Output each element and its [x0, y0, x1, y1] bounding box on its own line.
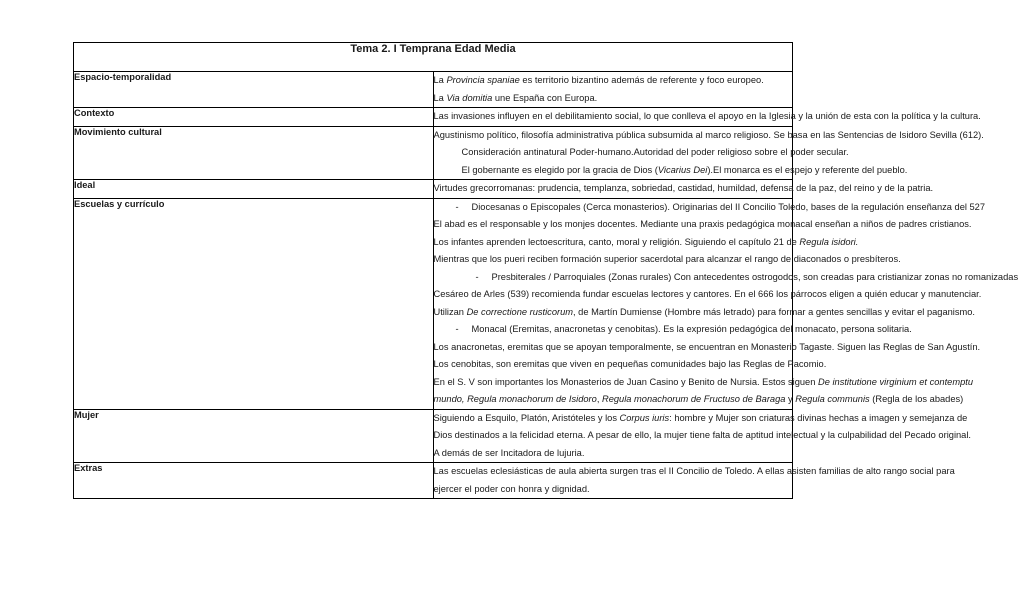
italic-term: Regula communis: [795, 394, 870, 404]
table-row: [74, 409, 793, 463]
italic-term: Regula monachorum de Fructuso de Baraga: [601, 394, 786, 404]
column-left: [434, 162, 714, 180]
text: ,: [596, 394, 602, 404]
column-left: Consideración antinatural Poder-humano.: [461, 147, 634, 157]
italic-term: De correctione rusticorum: [466, 306, 574, 317]
table-row: [74, 463, 793, 499]
text: Los infantes aprenden lectoescritura, canto, moral y religión. Siguiendo el capítulo 21 de: [433, 236, 800, 247]
text: es territorio bizantino además de referente y foco europeo.: [519, 75, 764, 85]
two-column-line: [434, 162, 908, 180]
text: , de Martín Dumiense (Hombre más letrado) para formar a gentes sencillas y evitar el paganismo.: [573, 306, 976, 317]
italic-term: Provincia spaniae: [446, 75, 520, 85]
content-line: Virtudes grecorromanas: prudencia, templanza, sobriedad, castidad, humildad, defensa de la paz, del reino y de la patria.: [433, 183, 934, 193]
text: ).: [707, 164, 714, 175]
content-line: ejercer el poder con honra y dignidad.: [433, 483, 590, 494]
text: Utilizan: [433, 306, 467, 317]
content-line: [433, 391, 964, 409]
content-line: [433, 304, 976, 322]
content-line: [433, 234, 859, 252]
row-content-escuelas: [433, 198, 1018, 409]
italic-term: Regula isidori.: [799, 236, 859, 247]
text: y: [785, 394, 796, 404]
document-table: [73, 42, 1018, 499]
content-line: Las invasiones influyen en el debilitamiento social, lo que conlleva el apoyo en la Iglesia y la unión de esta con la política y la cultura.: [433, 111, 981, 121]
content-line: Dios destinados a la felicidad eterna. A pesar de ello, la mujer tiene falta de aptitud intelectual y la culpabilidad del Pecado original.: [433, 430, 971, 440]
row-label-mujer: Mujer: [74, 409, 434, 463]
bullet-line: - Diocesanas o Episcopales (Cerca monasterios). Originarias del II Concilio Toledo, bases de la regulación enseñanza del 527: [455, 201, 986, 212]
text: La: [433, 92, 447, 103]
italic-term: Corpus iuris: [619, 412, 670, 423]
content-line: El abad es el responsable y los monjes docentes. Mediante una praxis pedagógica monacal enseñan a niños de padres cristianos.: [433, 219, 972, 229]
table-row: [74, 126, 793, 180]
content-line: Cesáreo de Arles (539) recomienda fundar escuelas lectores y cantores. En el 666 los párrocos eligen a quién educar y manutenciar.: [433, 289, 982, 299]
text: (Regla de los abades): [869, 394, 964, 404]
row-label-contexto: Contexto: [74, 108, 434, 127]
content-line: Las escuelas eclesiásticas de aula abierta surgen tras el II Concilio de Toledo. A ellas asisten familias de alto rango social para: [433, 466, 955, 476]
row-label-espacio: Espacio-temporalidad: [74, 72, 434, 108]
text: Siguiendo a Esquilo, Platón, Aristóteles y los: [433, 412, 620, 423]
table-row: [74, 180, 793, 199]
row-content-ideal: [433, 180, 934, 199]
content-line: Los cenobitas, son eremitas que viven en pequeñas comunidades bajo las Reglas de Pacomio.: [433, 359, 827, 369]
row-label-extras: Extras: [74, 463, 434, 499]
row-label-escuelas: Escuelas y currículo: [74, 198, 434, 409]
content-line: [433, 374, 974, 392]
italic-term: Via domitia: [446, 92, 493, 103]
bullet-line: - Monacal (Eremitas, anacronetas y cenobitas). Es la expresión pedagógica del monacato, persona solitaria.: [455, 324, 912, 334]
table-row: [74, 72, 793, 108]
column-right: El monarca es el espejo y referente del pueblo.: [713, 164, 908, 175]
row-content-movimiento: [433, 126, 984, 180]
row-label-ideal: Ideal: [74, 180, 434, 199]
content-line: [433, 410, 968, 428]
content-line: Agustinismo político, filosofía administrativa pública subsumida al marco religioso. Se basa en las Sentencias de Isidoro Sevilla (612).: [433, 129, 984, 140]
content-line: Mientras que los pueri reciben formación superior sacerdotal para alcanzar el rango de diaconados o presbíteros.: [433, 254, 901, 264]
row-content-mujer: [433, 409, 971, 463]
bullet-line: - Presbiterales / Parroquiales (Zonas rurales) Con antecedentes ostrogodos, son creadas para cristianizar zonas no romanizadas: [475, 271, 1018, 282]
content-line: [434, 72, 793, 90]
table-row: [74, 198, 793, 409]
text: En el S. V son importantes los Monasterios de Juan Casino y Benito de Nursia. Estos siguen: [433, 376, 818, 387]
row-label-movimiento: Movimiento cultural: [74, 126, 434, 180]
two-column-line: [434, 144, 849, 162]
row-content-contexto: [433, 108, 981, 127]
row-content-extras: [433, 463, 955, 499]
row-content-espacio: [433, 72, 793, 108]
column-right: Autoridad del poder religioso sobre el poder secular.: [633, 147, 849, 157]
text: : hombre y Mujer son criaturas divinas hechas a imagen y semejanza de: [669, 412, 968, 423]
italic-term: De institutione virginium et contemptu: [817, 376, 974, 387]
italic-term: Vicarius Dei: [657, 164, 708, 175]
text: La: [433, 75, 447, 85]
text: El gobernante es elegido por la gracia de Dios (: [461, 164, 658, 175]
italic-term: mundo, Regula monachorum de Isidoro: [433, 394, 597, 404]
document-title: Tema 2. I Temprana Edad Media: [74, 43, 793, 72]
content-line: Los anacronetas, eremitas que se apoyan temporalmente, se encuentran en Monasterio Tagaste. Siguen las Reglas de San Agustín.: [433, 341, 981, 352]
title-row: [74, 43, 793, 72]
content-line: A demás de ser Incitadora de lujuria.: [433, 447, 585, 458]
text: une España con Europa.: [492, 92, 598, 103]
content-line: [434, 90, 793, 108]
table-row: [74, 108, 793, 127]
